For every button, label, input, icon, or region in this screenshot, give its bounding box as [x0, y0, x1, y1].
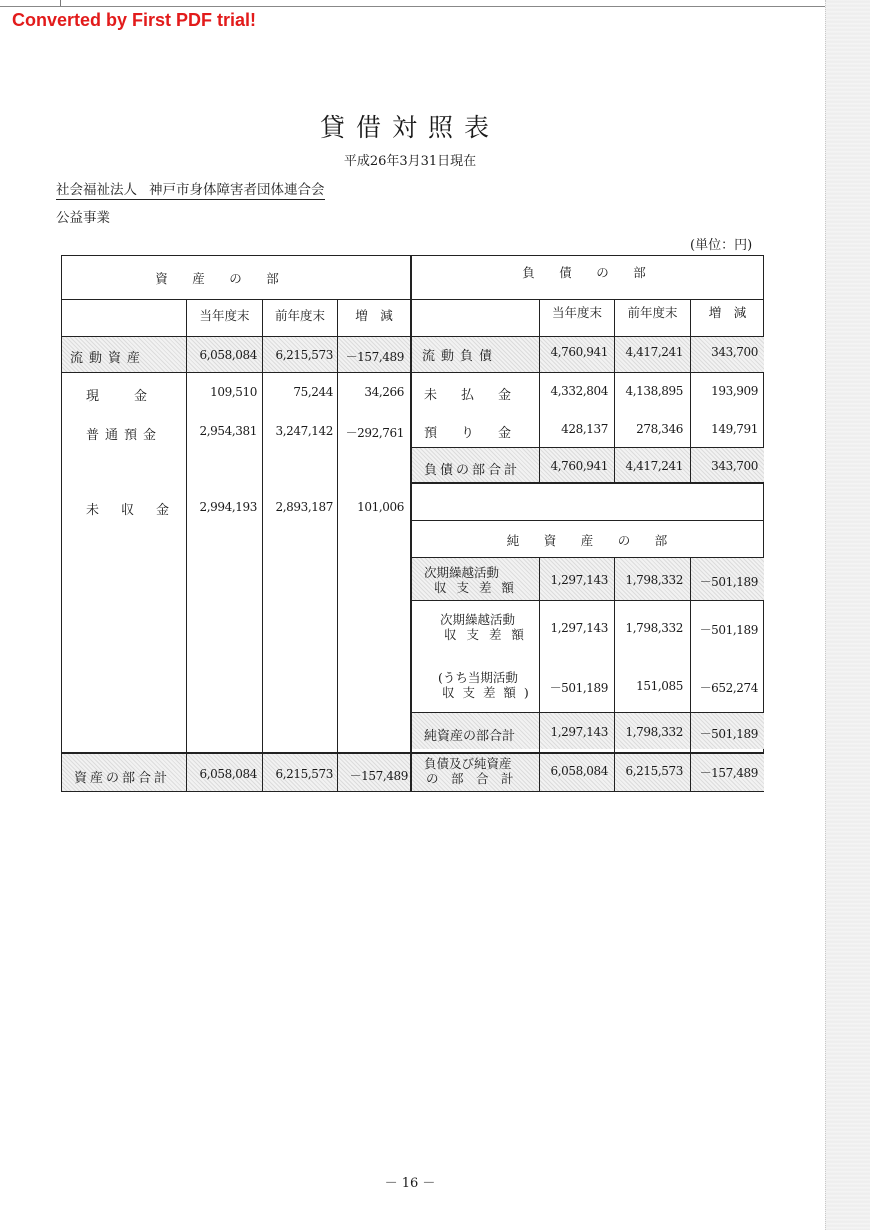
page-number: － 16 － [384, 1176, 436, 1191]
carryover-label [424, 565, 517, 595]
liab-col-previous: 前年度末 [627, 305, 678, 320]
rule-column-header [62, 336, 764, 337]
watermark: Converted by First PDF trial! [12, 10, 257, 30]
current-period-change: －652,274 [699, 681, 758, 695]
rule-net-header [411, 557, 764, 558]
current-assets-previous: 6,215,573 [275, 348, 333, 362]
grand-total-line1: 負債及び純資産 [424, 756, 512, 771]
rule-net-col1 [539, 558, 540, 791]
liab-row-withholding-current: 428,137 [561, 422, 608, 436]
carryover-detail-current: 1,297,143 [550, 621, 608, 635]
net-assets-header: 純 資 産 の 部 [506, 533, 674, 548]
asset-col-previous: 前年度末 [274, 308, 325, 323]
liabilities-header: 負 債 の 部 [522, 265, 652, 280]
assets-total-current: 6,058,084 [199, 767, 257, 781]
assets-total-label: 資産の部合計 [74, 771, 171, 786]
asset-row-deposit-label: 普通預金 [86, 428, 163, 443]
division-label: 公益事業 [56, 210, 110, 226]
carryover-detail-label [440, 612, 527, 642]
rule-asset-col2 [262, 300, 263, 791]
unit-label: (単位：円) [690, 238, 753, 253]
carryover-detail-change: －501,189 [699, 623, 758, 637]
organization-name [56, 178, 325, 200]
liabilities-total-label: 負債の部合計 [424, 463, 521, 478]
asset-row-receivable-previous: 2,893,187 [275, 500, 333, 514]
current-period-line1: (うち当期活動 [438, 670, 518, 685]
assets-header: 資 産 の 部 [155, 271, 285, 286]
rule-current-row [62, 372, 764, 373]
asset-row-receivable-change: 101,006 [357, 500, 404, 514]
grand-total-change: －157,489 [699, 766, 758, 780]
grand-total-label [424, 756, 514, 786]
current-period-previous: 151,085 [636, 679, 683, 693]
carryover-detail-previous: 1,798,332 [625, 621, 683, 635]
net-assets-total-label: 純資産の部合計 [424, 729, 516, 744]
asset-row-cash-label: 現 金 [86, 389, 151, 404]
liab-row-withholding-previous: 278,346 [636, 422, 683, 436]
net-assets-total-current: 1,297,143 [550, 725, 608, 739]
carryover-detail-line2: 収 支 差 額 [444, 627, 527, 642]
net-assets-total-previous: 1,798,332 [625, 725, 683, 739]
net-assets-total-change: －501,189 [699, 727, 758, 741]
liab-col-current: 当年度末 [551, 305, 602, 320]
rule-liab-rows [411, 447, 764, 448]
liabilities-total-previous: 4,417,241 [625, 459, 683, 473]
rule-net-col3 [690, 558, 691, 791]
liab-row-payable-label: 未払金 [424, 388, 536, 403]
current-liabilities-label: 流動負債 [422, 349, 499, 364]
asset-row-deposit-current: 2,954,381 [199, 424, 257, 438]
asset-row-cash-previous: 75,244 [293, 385, 333, 399]
carryover-previous: 1,798,332 [625, 573, 683, 587]
asset-row-cash-current: 109,510 [210, 385, 257, 399]
liab-col-change: 増 減 [708, 305, 747, 320]
rule-carryover [411, 600, 764, 601]
liab-row-payable-previous: 4,138,895 [625, 384, 683, 398]
current-liabilities-previous: 4,417,241 [625, 345, 683, 359]
current-assets-change: －157,489 [345, 350, 404, 364]
carryover-label-line1: 次期繰越活動 [424, 565, 500, 580]
rule-net-detail [411, 712, 764, 713]
current-period-line2: 収 支 差 額 ) [442, 685, 531, 700]
grand-total-previous: 6,215,573 [625, 764, 683, 778]
current-liabilities-current: 4,760,941 [550, 345, 608, 359]
document-title: 貸借対照表 [319, 113, 500, 142]
rule-grand-total [62, 752, 764, 754]
carryover-detail-line1: 次期繰越活動 [440, 612, 516, 627]
rule-asset-col1 [186, 300, 187, 791]
page-scan-edge [825, 0, 870, 1230]
current-assets-current: 6,058,084 [199, 348, 257, 362]
current-period-current: －501,189 [549, 681, 608, 695]
rule-net-header-top [411, 520, 764, 521]
organization-type: 社会福祉法人 [56, 182, 137, 198]
asset-row-receivable-current: 2,994,193 [199, 500, 257, 514]
carryover-change: －501,189 [699, 575, 758, 589]
organization-title: 神戸市身体障害者団体連合会 [149, 182, 325, 198]
current-liabilities-change: 343,700 [711, 345, 758, 359]
asset-row-deposit-previous: 3,247,142 [275, 424, 333, 438]
carryover-current: 1,297,143 [550, 573, 608, 587]
assets-total-change: －157,489 [349, 769, 408, 783]
asset-row-deposit-change: －292,761 [345, 426, 404, 440]
asset-row-receivable-label: 未収金 [86, 503, 192, 518]
liab-row-withholding-change: 149,791 [711, 422, 758, 436]
asset-row-cash-change: 34,266 [364, 385, 404, 399]
rule-header [62, 299, 764, 300]
liab-row-withholding-label: 預り金 [424, 426, 536, 441]
grand-total-line2: の 部 合 計 [426, 771, 514, 786]
current-assets-label: 流動資産 [70, 351, 147, 366]
liab-row-payable-change: 193,909 [711, 384, 758, 398]
page-top-edge [0, 0, 870, 7]
liabilities-total-change: 343,700 [711, 459, 758, 473]
liab-row-payable-current: 4,332,804 [550, 384, 608, 398]
carryover-label-line2: 収 支 差 額 [434, 580, 517, 595]
current-period-label [438, 670, 531, 700]
rule-asset-col3 [337, 300, 338, 791]
liabilities-total-current: 4,760,941 [550, 459, 608, 473]
asset-col-change: 増 減 [355, 308, 393, 323]
rule-net-col2 [614, 558, 615, 791]
grand-total-current: 6,058,084 [550, 764, 608, 778]
assets-total-previous: 6,215,573 [275, 767, 333, 781]
rule-liab-total [411, 482, 764, 484]
as-of-date: 平成26年3月31日現在 [343, 154, 477, 169]
asset-col-current: 当年度末 [199, 308, 250, 323]
page-corner-mark [0, 0, 61, 6]
